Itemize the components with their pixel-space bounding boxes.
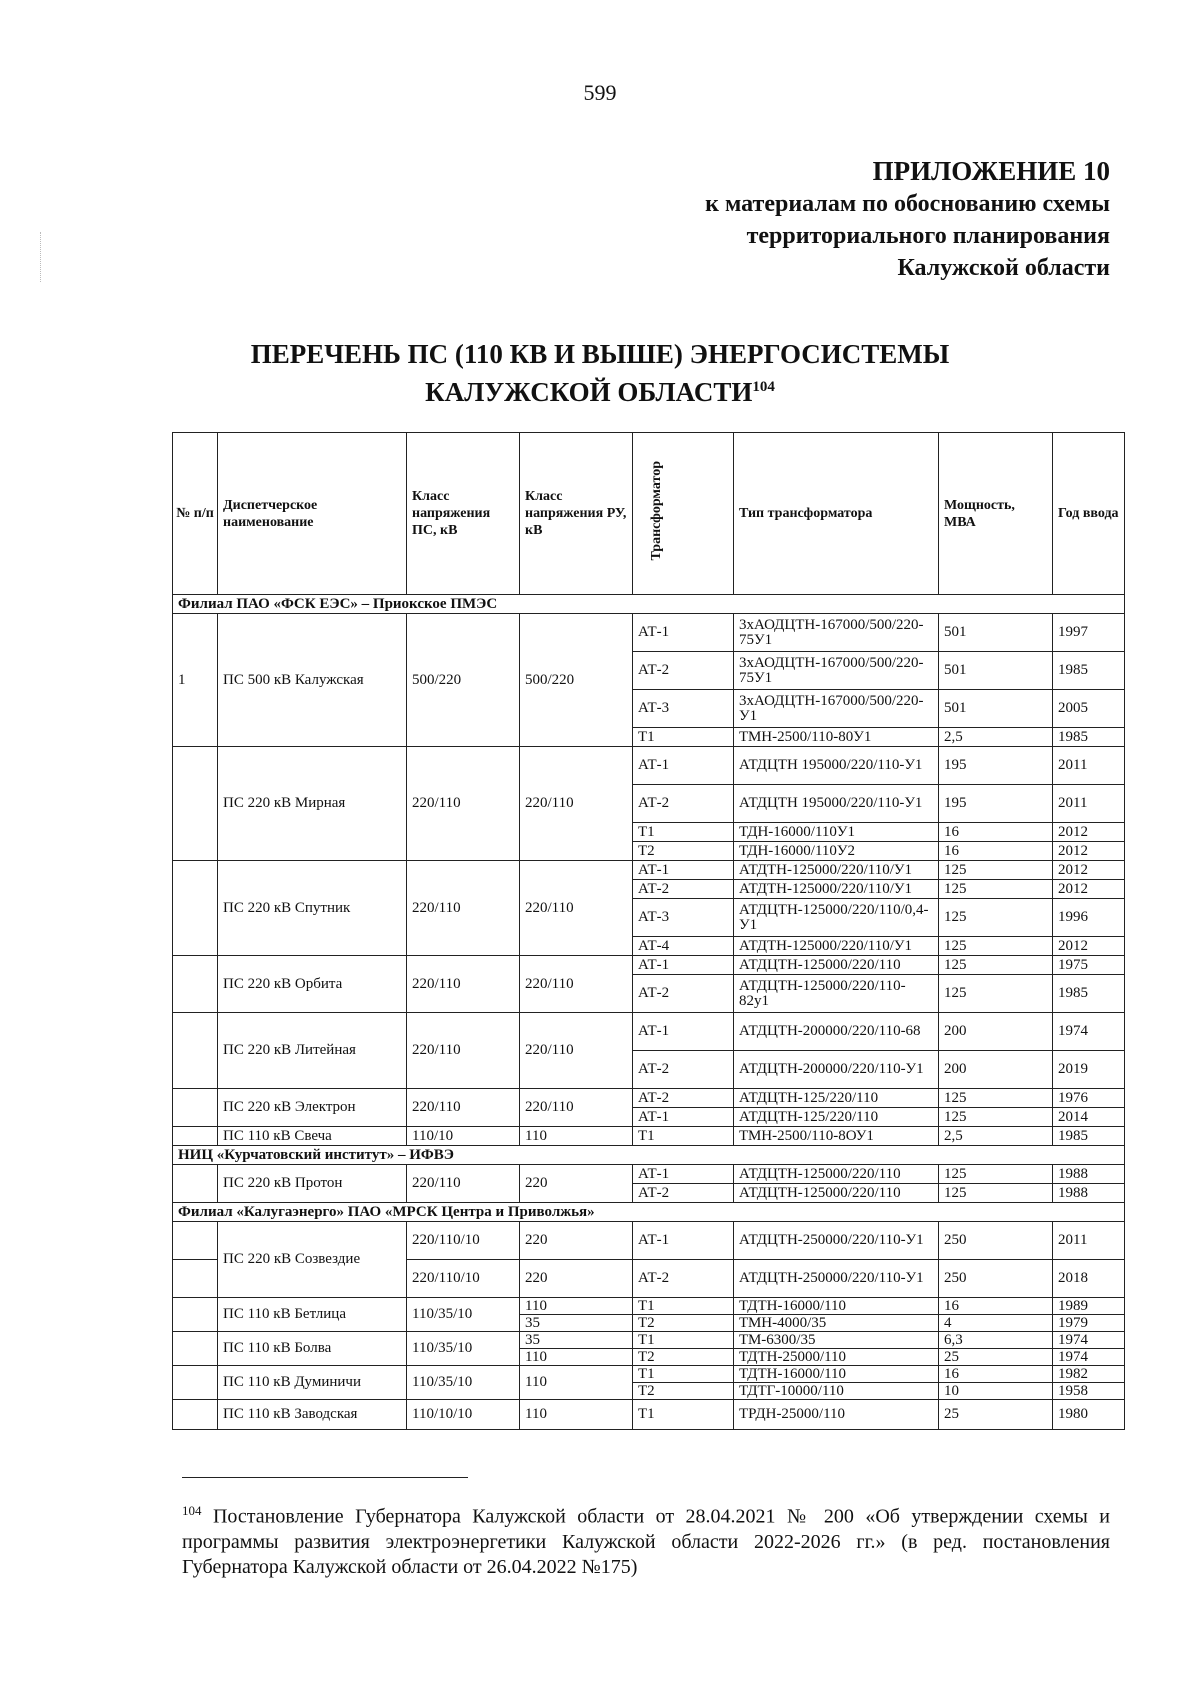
cell-year: 1958 [1053,1383,1125,1400]
cell-type: ТДТН-16000/110 [734,1298,939,1315]
cell-type: АТДЦТН-200000/220/110-У1 [734,1051,939,1089]
header-name: Диспетчерское наименование [218,433,407,595]
cell-year: 2011 [1053,785,1125,823]
cell-power: 501 [939,690,1053,728]
group-label: Филиал ПАО «ФСК ЕЭС» – Приокское ПМЭС [173,595,1125,614]
cell-power: 125 [939,1165,1053,1184]
cell-type: 3хАОДЦТН-167000/500/220-У1 [734,690,939,728]
cell-num [173,956,218,1013]
table-row [173,1089,1125,1108]
cell-transformer: Т1 [633,728,734,747]
cell-power: 2,5 [939,1127,1053,1146]
cell-transformer: АТ-1 [633,861,734,880]
group-row [173,1203,1125,1222]
cell-num [173,1400,218,1430]
cell-year: 1980 [1053,1400,1125,1430]
cell-transformer: Т2 [633,1315,734,1332]
cell-type: ТДН-16000/110У2 [734,842,939,861]
appendix-line-3: территориального планирования [746,223,1110,249]
cell-power: 125 [939,975,1053,1013]
cell-name: ПС 220 кВ Спутник [218,861,407,956]
cell-power: 125 [939,1089,1053,1108]
cell-class-ru: 35 [520,1332,633,1349]
cell-year: 1976 [1053,1089,1125,1108]
cell-class-ps: 220/110 [407,1165,520,1203]
cell-transformer: АТ-1 [633,1108,734,1127]
cell-power: 125 [939,899,1053,937]
table-row [173,1222,1125,1260]
cell-year: 1982 [1053,1366,1125,1383]
header-year: Год ввода [1053,433,1125,595]
cell-power: 200 [939,1051,1053,1089]
cell-class-ru: 220/110 [520,956,633,1013]
table-row [173,1400,1125,1430]
cell-type: АТДЦТН-250000/220/110-У1 [734,1260,939,1298]
cell-transformer: АТ-4 [633,937,734,956]
cell-power: 16 [939,1298,1053,1315]
cell-transformer: Т1 [633,823,734,842]
cell-power: 16 [939,1366,1053,1383]
cell-power: 125 [939,956,1053,975]
cell-year: 1974 [1053,1349,1125,1366]
cell-transformer: АТ-2 [633,1089,734,1108]
cell-power: 16 [939,842,1053,861]
cell-year: 2012 [1053,842,1125,861]
cell-class-ru: 110 [520,1366,633,1400]
table-row [173,861,1125,880]
cell-class-ps: 220/110/10 [407,1260,520,1298]
cell-year: 2011 [1053,747,1125,785]
cell-power: 4 [939,1315,1053,1332]
cell-type: АТДЦТН-125000/220/110 [734,956,939,975]
footnote-divider [182,1477,468,1478]
group-label: Филиал «Калугаэнерго» ПАО «МРСК Центра и Приволжья» [173,1203,1125,1222]
appendix-line-4: Калужской области [897,255,1110,281]
cell-class-ru: 220 [520,1222,633,1260]
cell-name: ПС 110 кВ Свеча [218,1127,407,1146]
cell-transformer: Т2 [633,1383,734,1400]
header-type: Тип трансформатора [734,433,939,595]
substations-table [172,432,1125,1430]
title-line-2-text: КАЛУЖСКОЙ ОБЛАСТИ [425,377,753,407]
cell-transformer: Т2 [633,1349,734,1366]
appendix-title: ПРИЛОЖЕНИЕ 10 [872,156,1110,186]
cell-class-ps: 220/110 [407,956,520,1013]
cell-num [173,1013,218,1089]
cell-year: 1989 [1053,1298,1125,1315]
cell-power: 200 [939,1013,1053,1051]
cell-type: АТДТН-125000/220/110/У1 [734,880,939,899]
cell-class-ru: 110 [520,1400,633,1430]
scan-margin-marks [40,232,45,282]
table-row [173,1366,1125,1383]
cell-power: 501 [939,614,1053,652]
cell-transformer: Т1 [633,1400,734,1430]
cell-type: ТМН-2500/110-8ОУ1 [734,1127,939,1146]
cell-transformer: АТ-2 [633,1051,734,1089]
cell-type: ТДТН-16000/110 [734,1366,939,1383]
footnote-reference: 104 [752,379,775,395]
cell-transformer: АТ-2 [633,975,734,1013]
cell-type: АТДЦТН-250000/220/110-У1 [734,1222,939,1260]
cell-type: ТМН-4000/35 [734,1315,939,1332]
cell-class-ps: 220/110 [407,747,520,861]
header-class-ps: Класс напряжения ПС, кВ [407,433,520,595]
cell-name: ПС 220 кВ Созвездие [218,1222,407,1298]
cell-transformer: АТ-1 [633,747,734,785]
cell-num [173,1127,218,1146]
document-title [0,338,1200,409]
table-row [173,614,1125,652]
cell-year: 1988 [1053,1165,1125,1184]
footnote-mark: 104 [182,1503,202,1518]
cell-name: ПС 110 кВ Бетлица [218,1298,407,1332]
cell-class-ps: 220/110 [407,1089,520,1127]
cell-year: 1985 [1053,652,1125,690]
cell-year: 1974 [1053,1013,1125,1051]
cell-class-ps: 220/110 [407,1013,520,1089]
table-row [173,1127,1125,1146]
cell-transformer: Т1 [633,1366,734,1383]
cell-class-ru: 220/110 [520,861,633,956]
footnote-text: Постановление Губернатора Калужской области от 28.04.2021 № 200 «Об утверждении схемы и программы развития электроэнергетики Калужской области 2022-2026 гг.» (в ред. постановления Губернатора Калужской области от 26.04.2022 №175) [182,1505,1111,1578]
cell-class-ru: 500/220 [520,614,633,747]
cell-type: 3хАОДЦТН-167000/500/220-75У1 [734,614,939,652]
cell-power: 125 [939,937,1053,956]
cell-name: ПС 220 кВ Протон [218,1165,407,1203]
cell-transformer: Т1 [633,1127,734,1146]
cell-name: ПС 110 кВ Заводская [218,1400,407,1430]
cell-class-ps: 110/35/10 [407,1298,520,1332]
cell-name: ПС 500 кВ Калужская [218,614,407,747]
group-label: НИЦ «Курчатовский институт» – ИФВЭ [173,1146,1125,1165]
cell-class-ru: 110 [520,1298,633,1315]
cell-year: 1996 [1053,899,1125,937]
cell-power: 2,5 [939,728,1053,747]
cell-name: ПС 220 кВ Литейная [218,1013,407,1089]
cell-num [173,1222,218,1260]
page-number: 599 [583,80,617,105]
cell-power: 16 [939,823,1053,842]
cell-power: 125 [939,861,1053,880]
cell-class-ps: 220/110/10 [407,1222,520,1260]
cell-power: 125 [939,1108,1053,1127]
group-row [173,1146,1125,1165]
cell-power: 6,3 [939,1332,1053,1349]
appendix-line-2: к материалам по обоснованию схемы [705,191,1110,217]
footnote [182,1498,1110,1580]
cell-name: ПС 220 кВ Орбита [218,956,407,1013]
cell-num [173,1298,218,1332]
title-line-2 [0,371,1200,409]
cell-transformer: АТ-2 [633,785,734,823]
table-row [173,1332,1125,1349]
cell-year: 1988 [1053,1184,1125,1203]
cell-type: АТДТН-125000/220/110/У1 [734,861,939,880]
table-row [173,1165,1125,1184]
cell-type: АТДЦТН-125/220/110 [734,1108,939,1127]
cell-transformer: АТ-2 [633,1260,734,1298]
cell-type: 3хАОДЦТН-167000/500/220-75У1 [734,652,939,690]
cell-power: 195 [939,785,1053,823]
cell-transformer: Т1 [633,1332,734,1349]
cell-class-ps: 110/35/10 [407,1332,520,1366]
cell-year: 2018 [1053,1260,1125,1298]
cell-year: 2012 [1053,937,1125,956]
cell-year: 1997 [1053,614,1125,652]
cell-transformer: АТ-3 [633,690,734,728]
header-power: Мощность, МВА [939,433,1053,595]
cell-power: 501 [939,652,1053,690]
cell-num [173,1260,218,1298]
table-row [173,1298,1125,1315]
cell-year: 1985 [1053,728,1125,747]
cell-year: 2012 [1053,861,1125,880]
cell-power: 250 [939,1222,1053,1260]
cell-name: ПС 220 кВ Мирная [218,747,407,861]
cell-transformer: АТ-1 [633,614,734,652]
cell-num: 1 [173,614,218,747]
table-row [173,1013,1125,1051]
table-row [173,747,1125,785]
cell-type: АТДЦТН-125000/220/110 [734,1165,939,1184]
cell-power: 125 [939,1184,1053,1203]
cell-num [173,1089,218,1127]
table-row [173,956,1125,975]
header-transformer-text: Трансформатор [649,461,664,561]
header-transformer [633,433,734,595]
cell-type: АТДЦТН-200000/220/110-68 [734,1013,939,1051]
cell-class-ru: 220/110 [520,1013,633,1089]
cell-year: 2011 [1053,1222,1125,1260]
cell-type: АТДЦТН 195000/220/110-У1 [734,747,939,785]
cell-year: 1985 [1053,1127,1125,1146]
cell-transformer: АТ-1 [633,1165,734,1184]
cell-class-ru: 220 [520,1260,633,1298]
appendix-header [705,155,1110,284]
cell-transformer: АТ-2 [633,1184,734,1203]
cell-class-ru: 110 [520,1349,633,1366]
cell-class-ru: 110 [520,1127,633,1146]
cell-class-ps: 110/35/10 [407,1366,520,1400]
cell-type: АТДТН-125000/220/110/У1 [734,937,939,956]
cell-power: 125 [939,880,1053,899]
header-class-ru: Класс напряжения РУ, кВ [520,433,633,595]
cell-year: 1979 [1053,1315,1125,1332]
cell-year: 2005 [1053,690,1125,728]
cell-num [173,1366,218,1400]
cell-class-ps: 220/110 [407,861,520,956]
cell-year: 1985 [1053,975,1125,1013]
cell-class-ru: 220/110 [520,747,633,861]
cell-class-ru: 35 [520,1315,633,1332]
cell-transformer: АТ-3 [633,899,734,937]
cell-type: ТДТГ-10000/110 [734,1383,939,1400]
cell-name: ПС 110 кВ Болва [218,1332,407,1366]
cell-power: 195 [939,747,1053,785]
cell-name: ПС 110 кВ Думиничи [218,1366,407,1400]
cell-power: 10 [939,1383,1053,1400]
cell-type: АТДЦТН-125/220/110 [734,1089,939,1108]
cell-class-ru: 220/110 [520,1089,633,1127]
cell-year: 2019 [1053,1051,1125,1089]
header-num: № п/п [173,433,218,595]
cell-type: АТДЦТН-125000/220/110 [734,1184,939,1203]
cell-type: ТДТН-25000/110 [734,1349,939,1366]
cell-transformer: АТ-1 [633,1013,734,1051]
cell-type: АТДЦТН-125000/220/110-82у1 [734,975,939,1013]
cell-year: 1975 [1053,956,1125,975]
cell-num [173,1332,218,1366]
cell-num [173,861,218,956]
cell-num [173,1165,218,1203]
cell-type: ТРДН-25000/110 [734,1400,939,1430]
cell-year: 2012 [1053,880,1125,899]
group-row [173,595,1125,614]
cell-year: 2014 [1053,1108,1125,1127]
cell-class-ps: 110/10 [407,1127,520,1146]
cell-transformer: Т1 [633,1298,734,1315]
cell-type: ТДН-16000/110У1 [734,823,939,842]
cell-type: ТМН-2500/110-80У1 [734,728,939,747]
cell-num [173,747,218,861]
cell-transformer: Т2 [633,842,734,861]
table-header-row [173,433,1125,595]
cell-transformer: АТ-2 [633,880,734,899]
cell-power: 25 [939,1400,1053,1430]
cell-power: 250 [939,1260,1053,1298]
cell-type: ТМ-6300/35 [734,1332,939,1349]
cell-transformer: АТ-1 [633,1222,734,1260]
title-line-1: ПЕРЕЧЕНЬ ПС (110 КВ И ВЫШЕ) ЭНЕРГОСИСТЕМЫ [250,339,950,369]
cell-transformer: АТ-1 [633,956,734,975]
cell-transformer: АТ-2 [633,652,734,690]
cell-type: АТДЦТН 195000/220/110-У1 [734,785,939,823]
cell-power: 25 [939,1349,1053,1366]
cell-class-ps: 500/220 [407,614,520,747]
cell-class-ru: 220 [520,1165,633,1203]
cell-year: 2012 [1053,823,1125,842]
cell-year: 1974 [1053,1332,1125,1349]
cell-class-ps: 110/10/10 [407,1400,520,1430]
cell-name: ПС 220 кВ Электрон [218,1089,407,1127]
cell-type: АТДЦТН-125000/220/110/0,4-У1 [734,899,939,937]
